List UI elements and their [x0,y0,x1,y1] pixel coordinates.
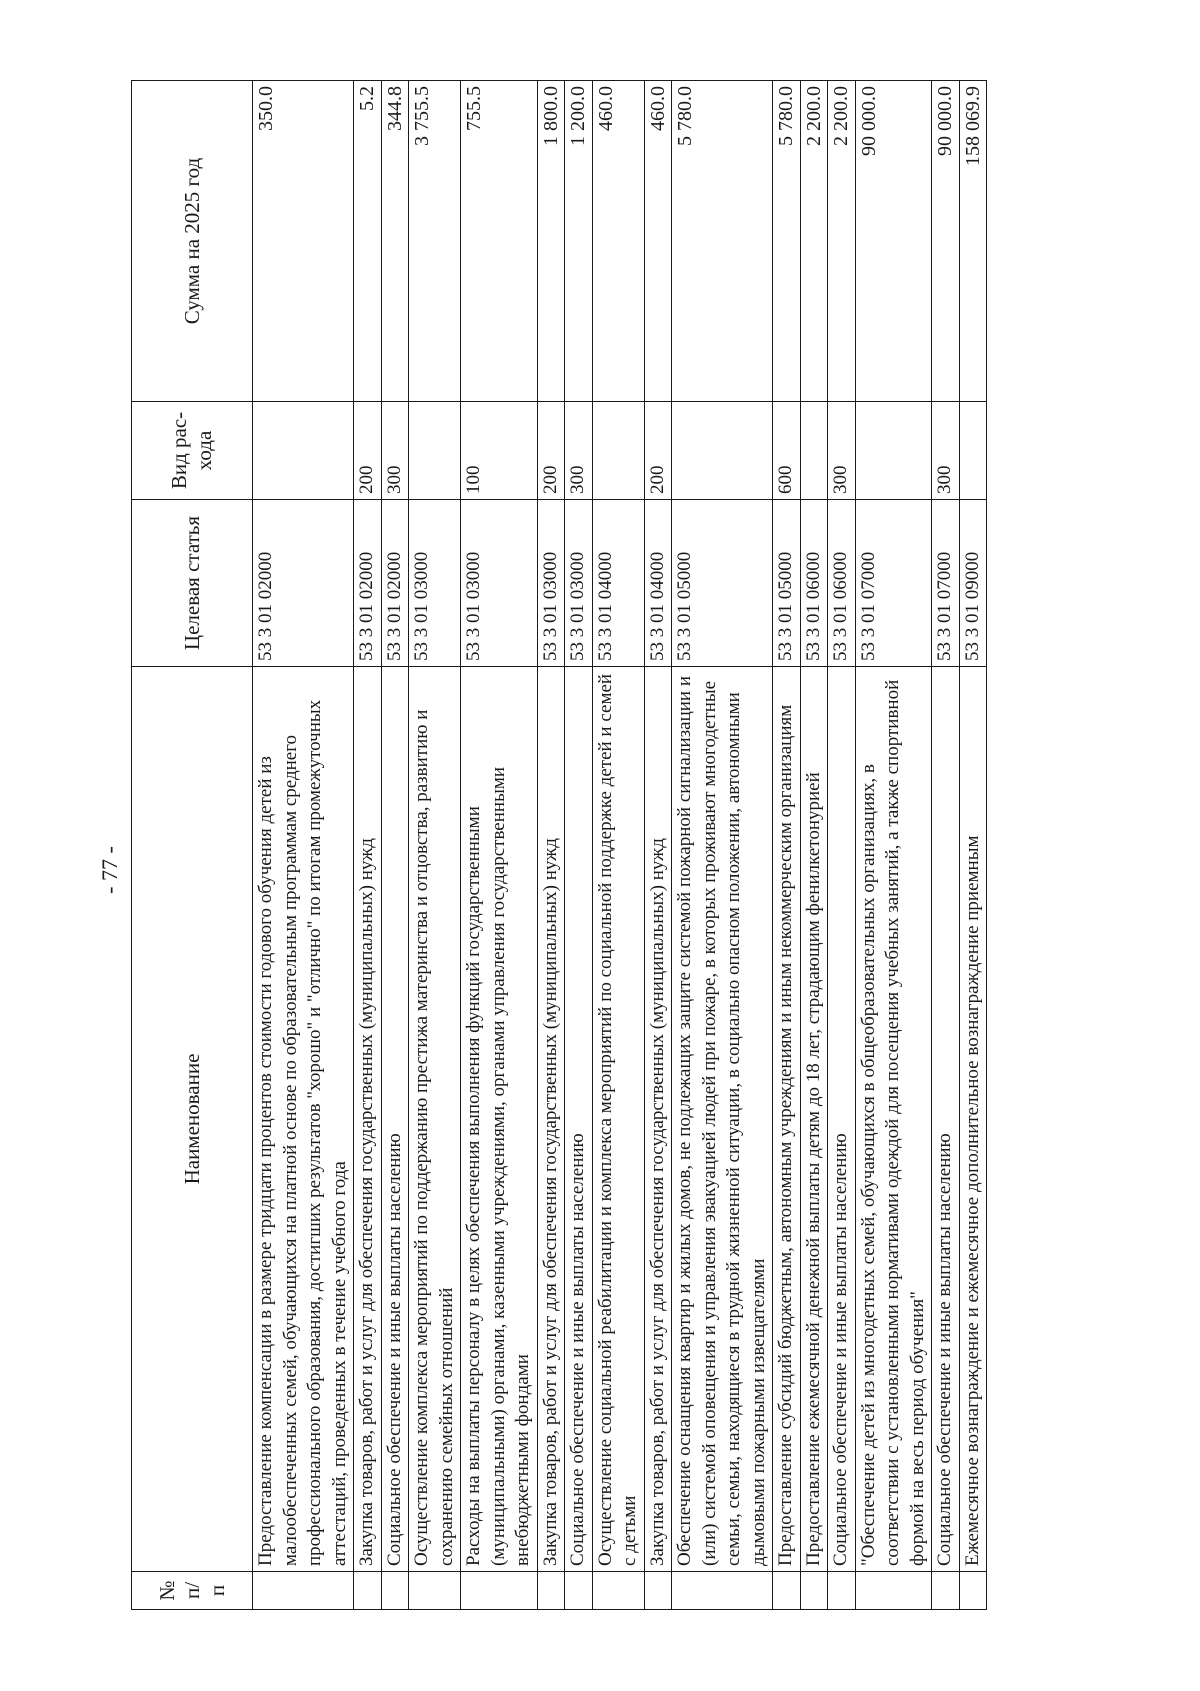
row-num-cell [460,1571,537,1609]
row-num-cell [855,1571,932,1609]
row-vid-cell: 300 [564,401,592,499]
row-sum-cell: 5 780.0 [772,80,800,401]
row-name-cell: Предоставление компенсации в размере тридцати процентов стоимости годового обучения детей из малообеспеченных семей, обучающихся на платной основе по образовательным программам среднего профессионального образования, достигших результатов "хорошо" и "отлично" по итогам промежуточных аттестаций, проведенных в течение учебного года [252,666,353,1571]
row-code-cell: 53 3 01 05000 [772,499,800,666]
row-vid-cell: 100 [460,401,537,499]
row-vid-cell [592,401,644,499]
row-sum-cell: 1 800.0 [537,80,565,401]
table-row [460,80,537,1609]
row-code-cell: 53 3 01 03000 [408,499,460,666]
table-row [644,80,672,1609]
row-sum-cell: 460.0 [592,80,644,401]
row-num-cell [959,1571,987,1609]
row-num-cell [408,1571,460,1609]
row-sum-cell: 90 000.0 [931,80,959,401]
header-code: Целевая статья [131,499,252,666]
table-header-row [131,80,252,1609]
row-num-cell [671,1571,772,1609]
row-vid-cell: 200 [353,401,381,499]
row-name-cell: Социальное обеспечение и иные выплаты населению [564,666,592,1571]
row-sum-cell: 1 200.0 [564,80,592,401]
row-code-cell: 53 3 01 06000 [827,499,855,666]
row-name-cell: Социальное обеспечение и иные выплаты населению [381,666,409,1571]
row-num-cell [931,1571,959,1609]
table-row [408,80,460,1609]
table-body [252,80,986,1609]
row-vid-cell: 300 [827,401,855,499]
row-sum-cell: 90 000.0 [855,80,932,401]
row-code-cell: 53 3 01 04000 [592,499,644,666]
rotated-page-content [131,81,1070,1610]
row-sum-cell: 2 200.0 [827,80,855,401]
row-vid-cell: 200 [644,401,672,499]
row-name-cell: Социальное обеспечение и иные выплаты населению [931,666,959,1571]
row-code-cell: 53 3 01 02000 [381,499,409,666]
row-code-cell: 53 3 01 02000 [353,499,381,666]
row-vid-cell: 600 [772,401,800,499]
row-vid-cell [959,401,987,499]
row-vid-cell: 300 [381,401,409,499]
row-code-cell: 53 3 01 05000 [671,499,772,666]
row-vid-cell [252,401,353,499]
row-code-cell: 53 3 01 03000 [564,499,592,666]
table-row [252,80,353,1609]
table-row [381,80,409,1609]
row-num-cell [827,1571,855,1609]
row-name-cell: Обеспечение оснащения квартир и жилых домов, не подлежащих защите системой пожарной сигнализации и (или) системой оповещения и управления эвакуацией людей при пожаре, в которых проживают многодетные семьи, семьи, находящиеся в трудной жизненной ситуации, в социально опасном положении, автономными дымовыми пожарными извещателями [671,666,772,1571]
row-num-cell [381,1571,409,1609]
row-vid-cell: 200 [537,401,565,499]
row-num-cell [644,1571,672,1609]
header-vid: Вид рас- хода [131,401,252,499]
row-num-cell [564,1571,592,1609]
row-num-cell [800,1571,828,1609]
row-sum-cell: 5 780.0 [671,80,772,401]
row-num-cell [537,1571,565,1609]
row-code-cell: 53 3 01 07000 [855,499,932,666]
page-number: - 77 - [97,846,122,894]
row-name-cell: Расходы на выплаты персоналу в целях обеспечения выполнения функций государственными (муниципальными) органами, казенными учреждениями, органами управления государственными внебюджетными фондами [460,666,537,1571]
table-row [931,80,959,1609]
row-name-cell: Предоставление субсидий бюджетным, автономным учреждениям и иным некоммерческим организациям [772,666,800,1571]
row-name-cell: Закупка товаров, работ и услуг для обеспечения государственных (муниципальных) нужд [644,666,672,1571]
row-vid-cell [408,401,460,499]
row-num-cell [592,1571,644,1609]
row-num-cell [252,1571,353,1609]
row-code-cell: 53 3 01 03000 [537,499,565,666]
budget-table [131,80,987,1610]
row-name-cell: Ежемесячное вознаграждение и ежемесячное дополнительное вознаграждение приемным [959,666,987,1571]
row-code-cell: 53 3 01 09000 [959,499,987,666]
header-num: № п/п [131,1571,252,1609]
table-row [592,80,644,1609]
row-num-cell [772,1571,800,1609]
row-name-cell: Осуществление социальной реабилитации и комплекса мероприятий по социальной поддержке детей и семей с детьми [592,666,644,1571]
table-row [671,80,772,1609]
row-vid-cell [800,401,828,499]
table-row [537,80,565,1609]
row-vid-cell [855,401,932,499]
row-name-cell: Социальное обеспечение и иные выплаты населению [827,666,855,1571]
header-name: Наименование [131,666,252,1571]
row-name-cell: "Обеспечение детей из многодетных семей, обучающихся в общеобразовательных организациях, в соответствии с установленными нормативами одеждой для посещения учебных занятий, а также спортивной формой на весь период обучения" [855,666,932,1571]
header-sum: Сумма на 2025 год [131,80,252,401]
row-code-cell: 53 3 01 07000 [931,499,959,666]
row-sum-cell: 158 069.9 [959,80,987,401]
row-sum-cell: 5.2 [353,80,381,401]
row-name-cell: Закупка товаров, работ и услуг для обеспечения государственных (муниципальных) нужд [353,666,381,1571]
table-row [772,80,800,1609]
table-row [959,80,987,1609]
row-sum-cell: 460.0 [644,80,672,401]
row-sum-cell: 350.0 [252,80,353,401]
row-code-cell: 53 3 01 03000 [460,499,537,666]
row-sum-cell: 755.5 [460,80,537,401]
table-row [855,80,932,1609]
table-row [564,80,592,1609]
row-num-cell [353,1571,381,1609]
row-sum-cell: 3 755.5 [408,80,460,401]
row-sum-cell: 2 200.0 [800,80,828,401]
table-row [827,80,855,1609]
table-row [800,80,828,1609]
table-row [353,80,381,1609]
row-sum-cell: 344.8 [381,80,409,401]
row-code-cell: 53 3 01 02000 [252,499,353,666]
row-name-cell: Закупка товаров, работ и услуг для обеспечения государственных (муниципальных) нужд [537,666,565,1571]
row-code-cell: 53 3 01 06000 [800,499,828,666]
row-code-cell: 53 3 01 04000 [644,499,672,666]
row-vid-cell: 300 [931,401,959,499]
row-vid-cell [671,401,772,499]
row-name-cell: Предоставление ежемесячной денежной выплаты детям до 18 лет, страдающим фенилкетонурией [800,666,828,1571]
row-name-cell: Осуществление комплекса мероприятий по поддержанию престижа материнства и отцовства, развитию и сохранению семейных отношений [408,666,460,1571]
